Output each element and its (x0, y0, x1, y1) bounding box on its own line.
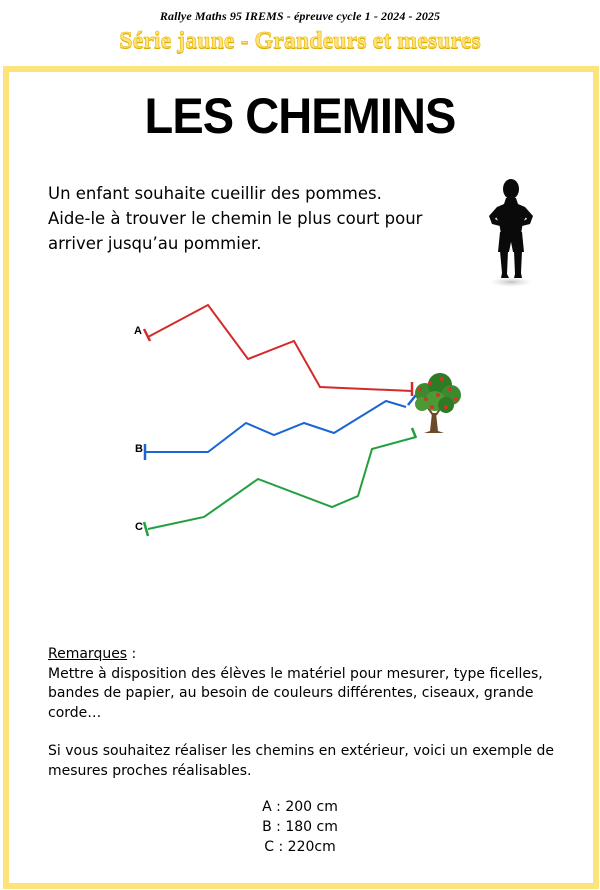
remarks-material: Mettre à disposition des élèves le matériel pour mesurer, type ficelles, bandes de papier, au besoin de couleurs différentes, ciseaux, grande corde… (48, 665, 543, 721)
intro-text (48, 181, 468, 256)
path-label-c: C (135, 521, 143, 533)
measure-a: A : 200 cm (262, 799, 338, 815)
header-line: Rallye Maths 95 IREMS - épreuve cycle 1 - 2024 - 2025 (159, 9, 441, 23)
measure-c: C : 220cm (264, 839, 336, 855)
measure-b: B : 180 cm (262, 819, 338, 835)
apple-tree-icon (415, 373, 461, 433)
series-title: Série jaune - Grandeurs et mesures (119, 28, 481, 54)
path-b (135, 395, 416, 460)
path-a (134, 305, 412, 396)
paths-diagram (120, 295, 480, 545)
intro-line: arriver jusqu’au pommier. (48, 234, 262, 253)
remarks-section (48, 645, 573, 781)
intro-line: Aide-le à trouver le chemin le plus court pour (48, 209, 423, 228)
page-title: LES CHEMINS (144, 88, 456, 144)
path-c (135, 428, 416, 536)
intro-line: Un enfant souhaite cueillir des pommes. (48, 184, 382, 203)
measures-list (0, 797, 600, 857)
child-silhouette-icon (478, 174, 548, 290)
path-label-b: B (135, 443, 143, 455)
remarks-outdoor: Si vous souhaitez réaliser les chemins en extérieur, voici un exemple de mesures proches réalisables. (48, 743, 555, 779)
remarks-title: Remarques (48, 646, 128, 662)
remarks-title-suffix: : (127, 646, 137, 662)
path-label-a: A (134, 325, 142, 337)
